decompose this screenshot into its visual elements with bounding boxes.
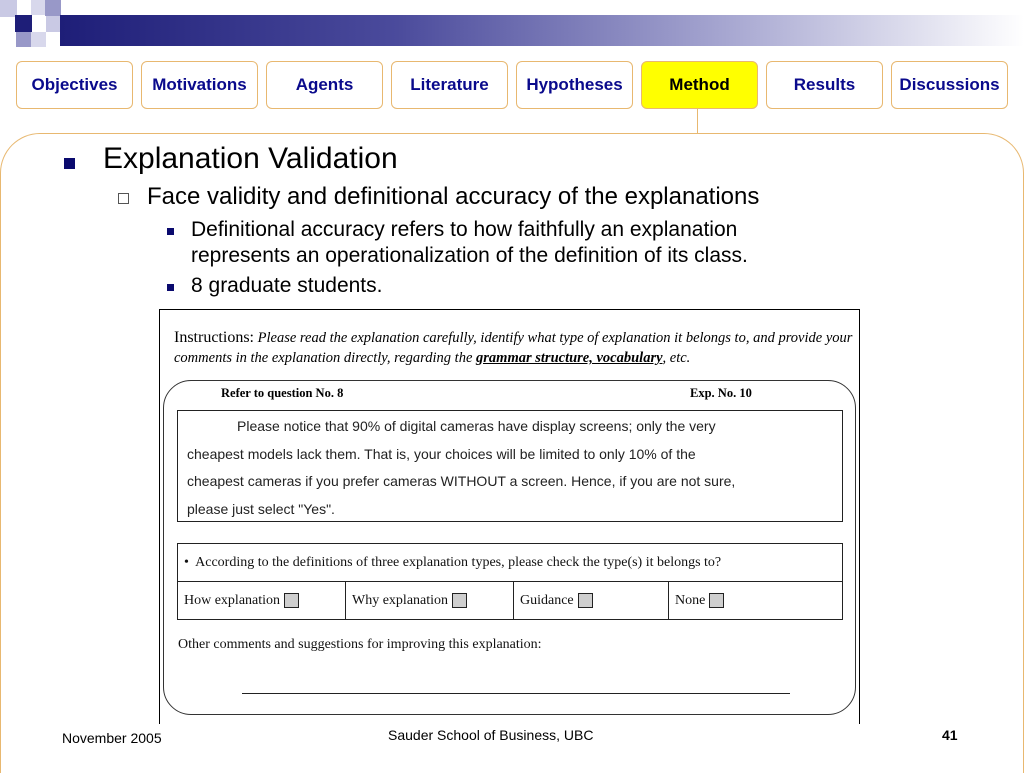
option-how: How explanation xyxy=(178,582,346,620)
decorative-square xyxy=(45,0,61,16)
point-line: Definitional accuracy refers to how faithfully an explanation xyxy=(191,218,738,241)
option-guidance: Guidance xyxy=(514,582,669,620)
footer-organization: Sauder School of Business, UBC xyxy=(388,727,594,743)
decorative-square xyxy=(0,17,15,32)
explanation-box xyxy=(177,410,843,522)
questionnaire-form xyxy=(159,309,860,724)
explanation-line: please just select "Yes". xyxy=(187,500,335,517)
tab-agents[interactable]: Agents xyxy=(266,61,383,109)
point-definitional-accuracy xyxy=(191,217,748,269)
bullet-square-icon xyxy=(64,158,75,169)
question-text: According to the definitions of three explanation types, please check the type(s) it belongs to? xyxy=(195,554,722,570)
tab-literature[interactable]: Literature xyxy=(391,61,508,109)
header-gradient-bar xyxy=(60,15,1024,46)
option-none: None xyxy=(669,582,843,620)
explanation-type-table xyxy=(177,543,843,620)
decorative-square xyxy=(46,16,60,32)
tab-objectives[interactable]: Objectives xyxy=(16,61,133,109)
question-cell: • According to the definitions of three explanation types, please check the type(s) it belongs to? xyxy=(178,544,843,582)
footer-date: November 2005 xyxy=(62,730,162,746)
why-checkbox[interactable] xyxy=(452,593,467,608)
instructions-text: Please read the explanation carefully, identify what type of explanation it belongs to, and provide your comments in the explanation directly, regarding the xyxy=(174,330,853,366)
explanation-line: cheapest cameras if you prefer cameras WITHOUT a screen. Hence, if you are not sure, xyxy=(187,473,736,489)
exp-number-label: Exp. No. 10 xyxy=(690,386,752,400)
form-instructions xyxy=(174,328,854,368)
instructions-emphasis: grammar structure, vocabulary xyxy=(476,350,663,366)
instructions-lead: Instructions: xyxy=(174,329,254,346)
none-checkbox[interactable] xyxy=(709,593,724,608)
decorative-square xyxy=(32,16,46,32)
how-checkbox[interactable] xyxy=(284,593,299,608)
bullet-square-icon xyxy=(167,284,174,291)
point-line: 8 graduate students. xyxy=(191,274,383,297)
tab-motivations[interactable]: Motivations xyxy=(141,61,258,109)
slide-subheading: Face validity and definitional accuracy of the explanations xyxy=(147,183,760,210)
point-line: represents an operationalization of the definition of its class. xyxy=(191,244,748,267)
decorative-square xyxy=(15,15,32,32)
decorative-square xyxy=(17,0,31,14)
bullet-hollow-square-icon xyxy=(118,193,129,204)
point-graduate-students xyxy=(191,273,382,299)
tab-discussions[interactable]: Discussions xyxy=(891,61,1008,109)
ref-question-label: Refer to question No. 8 xyxy=(221,386,344,400)
tab-results[interactable]: Results xyxy=(766,61,883,109)
explanation-line: cheapest models lack them. That is, your choices will be limited to only 10% of the xyxy=(187,445,696,462)
bullet-square-icon xyxy=(167,228,174,235)
decorative-square xyxy=(31,32,46,47)
instructions-tail: , etc. xyxy=(662,350,691,366)
slide-heading: Explanation Validation xyxy=(103,142,398,175)
decorative-square xyxy=(16,32,31,47)
decorative-square xyxy=(31,0,45,15)
active-tab-connector xyxy=(697,109,698,133)
tab-method[interactable]: Method xyxy=(641,61,758,109)
page-number: 41 xyxy=(942,727,958,743)
guidance-checkbox[interactable] xyxy=(578,593,593,608)
comment-line xyxy=(242,693,790,694)
tab-hypotheses[interactable]: Hypotheses xyxy=(516,61,633,109)
other-comments-label: Other comments and suggestions for improving this explanation: xyxy=(178,637,542,652)
explanation-line: Please notice that 90% of digital cameras have display screens; only the very xyxy=(237,418,716,434)
option-why: Why explanation xyxy=(346,582,514,620)
